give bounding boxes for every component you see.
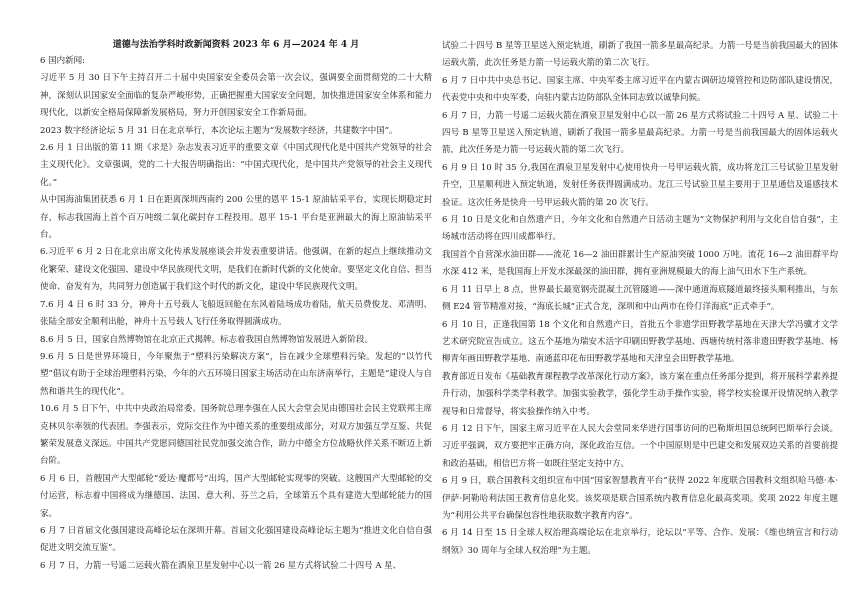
news-paragraph: 6 国内新闻:: [40, 56, 85, 66]
news-paragraph: 6 月 10 日，正逢我国第 18 个文化和自然遗产日，首批五个非遗学田野教学基地在天津大学冯骥才文学艺术研究院宣告成立。这五个基地为瑞安木活字印刷田野教学基地、西塘传统村落非遗田野教学基地、杨柳青年画田野教学基地、南通蓝印花布田野教学基地和天津皇会田野教学基地。: [442, 319, 838, 365]
news-paragraph: 10.6 月 5 日下午，中共中央政治局常委、国务院总理李强在人民大会堂会见由德国社会民主党联邦主席克林贝尔率领的代表团。李强表示，党际交往作为中德关系的重要组成部分，对双方加强互学互鉴、共促繁荣发展意义深远。中国共产党愿同德国社民党加强交流合作，助力中德全方位战略伙伴关系不断迈上新台阶。: [40, 404, 432, 467]
left-column: [40, 53, 441, 583]
news-paragraph: 6 月 7 日，力箭一号遥二运载火箭在酒泉卫星发射中心以一箭 26 星方式将试验二十四号 A 星、试验二十四号 B 星等卫星送入预定轨道，刷新了我国一箭多星最高纪录。力箭一号是当前我国最大的固体运载火箭，此次任务是力箭一号运载火箭的第二次飞行。: [442, 110, 838, 156]
news-paragraph: 习近平 5 月 30 日下午主持召开二十届中央国家安全委员会第一次会议，强调要全面贯彻党的二十大精神，深刻认识国家安全面临的复杂严峻形势，正确把握重大国家安全问题，加快推进国家安全体系和能力现代化，以新安全格局保障新发展格局，努力开创国家安全工作新局面。: [40, 73, 432, 119]
news-paragraph: 2023 数字经济论坛 5 月 31 日在北京举行，本次论坛主题为“发展数字经济，共建数字中国”。: [40, 125, 398, 136]
news-paragraph: 2.6 月 1 日出版的第 11 期《求是》杂志发表习近平的重要文章《中国式现代化是中国共产党领导的社会主义现代化》。文章强调，党的二十大报告明确指出：“中国式现代化，是中国共产党领导的社会主义现代化。”: [40, 143, 432, 188]
document-title: 道德与法治学科时政新闻资料 2023 年 6 月—2024 年 4 月: [112, 40, 360, 50]
news-paragraph: 6 月 10 日是文化和自然遗产日，今年文化和自然遗产日活动主题为“文物保护利用与文化自信自强”，主场城市活动将在四川成都举行。: [442, 215, 838, 243]
news-paragraph: 6 月 9 日 10 时 35 分,我国在酒泉卫星发射中心使用快舟一号甲运载火箭，成功将龙江三号试验卫星发射升空，卫星顺利进入预定轨道，发射任务获得圆满成功。龙江三号试验卫星主要用于卫星通信及遥感技术验证。这次任务是快舟一号甲运载火箭的第 20 次飞行。: [442, 162, 838, 208]
news-paragraph: 教育部近日发布《基础教育课程教学改革深化行动方案》，该方案在重点任务部分提到，将开展科学素养提升行动，加强科学类学科教学。加强实验教学，强化学生动手操作实验，将学校实验课开设情况纳入教学视导和日常督导，将实验操作纳入中考。: [442, 371, 838, 417]
news-paragraph: 6 月 7 日首届文化强国建设高峰论坛在深圳开幕。首届文化强国建设高峰论坛主题为“推进文化自信自强 促进文明交流互鉴”。: [40, 525, 441, 554]
news-paragraph: 6 月 11 日早上 8 点，世界最长最宽钢壳混凝土沉管隧道——深中通道海底隧道最终接头顺利推出，与东侧 E24 管节精准对接，“海底长城”正式合龙，深圳和中山两市在伶仃洋海底“正式牵手”。: [442, 284, 838, 313]
right-column: [442, 38, 838, 586]
news-paragraph: 9.6 月 5 日是世界环境日，今年聚焦于“塑料污染解决方案”，旨在减少全球塑料污染。发起的“以竹代塑”倡议有助于全球治理塑料污染，今年的六五环境日国家主场活动在山东济南举行，主题是“建设人与自然和谐共生的现代化”。: [40, 351, 432, 397]
news-paragraph: 从中国海油集团获悉 6 月 1 日在距离深圳西南约 200 公里的恩平 15-1 原油钻采平台，实现长期稳定封存，标志我国海上首个百万吨级二氧化碳封存工程投用。恩平 15-1 平台是亚洲最大的海上原油钻采平台。: [40, 195, 432, 241]
news-paragraph: 6 月 7 日，力箭一号遥二运载火箭在酒泉卫星发射中心以一箭 26 星方式将试验二十四号 A 星、: [40, 560, 402, 571]
news-paragraph: 6 月 9 日，联合国教科文组织宣布中国“国家智慧教育平台”获得 2022 年度联合国教科文组织哈马德·本·伊萨·阿勒哈利法国王教育信息化奖。该奖项是联合国系统内教育信息化最高奖项。奖项 2022 年度主题为“利用公共平台确保包容性地获取数字教育内容”。: [442, 476, 838, 521]
news-paragraph: 我国首个自营深水油田群——流花 16—2 油田群累计生产原油突破 1000 万吨。流花 16—2 油田群平均水深 412 米，是我国海上开发水深最深的油田群，拥有亚洲规模最大的海上油气田水下生产系统。: [442, 249, 838, 278]
news-paragraph: 8.6 月 5 日，国家自然博物馆在北京正式揭牌。标志着我国自然博物馆发展进入新阶段。: [40, 334, 374, 345]
news-paragraph: 试验二十四号 B 星等卫星送入预定轨道，刷新了我国一箭多星最高纪录。力箭一号是当前我国最大的固体运载火箭，此次任务是力箭一号运载火箭的第二次飞行。: [442, 41, 838, 69]
news-paragraph: 6 月 7 日中共中央总书记、国家主席、中央军委主席习近平在内蒙古调研边境管控和边防部队建设情况，代表党中央和中央军委，向驻内蒙古边防部队全体同志致以诚挚问候。: [442, 75, 838, 104]
news-paragraph: 6.习近平 6 月 2 日在北京出席文化传承发展座谈会并发表重要讲话。他强调，在新的起点上继续推动文化繁荣、建设文化强国、建设中华民族现代文明，是我们在新时代新的文化使命。要坚定文化自信、担当使命、奋发有为，共同努力创造属于我们这个时代的新文化，建设中华民族现代文明。: [40, 247, 432, 293]
news-paragraph: 6 月 12 日下午，国家主席习近平在人民大会堂同来华进行国事访问的巴勒斯坦国总统阿巴斯举行会谈。习近平强调，双方要把牢正确方向，深化政治互信。一个中国原则是中巴建交和发展双边关系的首要前提和政治基础，相信巴方将一如既往坚定支持中方。: [442, 423, 838, 469]
news-paragraph: 6 月 6 日，首艘国产大型邮轮“爱达·魔都号”出坞，国产大型邮轮实现零的突破。这艘国产大型邮轮的交付运营，标志着中国将成为继德国、法国、意大利、芬兰之后，全球第五个具有建造大型邮轮能力的国家。: [40, 473, 432, 519]
news-paragraph: 7.6 月 4 日 6 时 33 分，神舟十五号载人飞船返回舱在东风着陆场成功着陆，航天员费俊龙、邓清明、张陆全部安全顺利出舱，神舟十五号载人飞行任务取得圆满成功。: [40, 299, 432, 328]
news-paragraph: 6 月 14 日至 15 日全球人权治理高端论坛在北京举行，论坛以“平等、合作、发展：《维也纳宣言和行动纲领》30 周年与全球人权治理”为主题。: [442, 528, 838, 556]
